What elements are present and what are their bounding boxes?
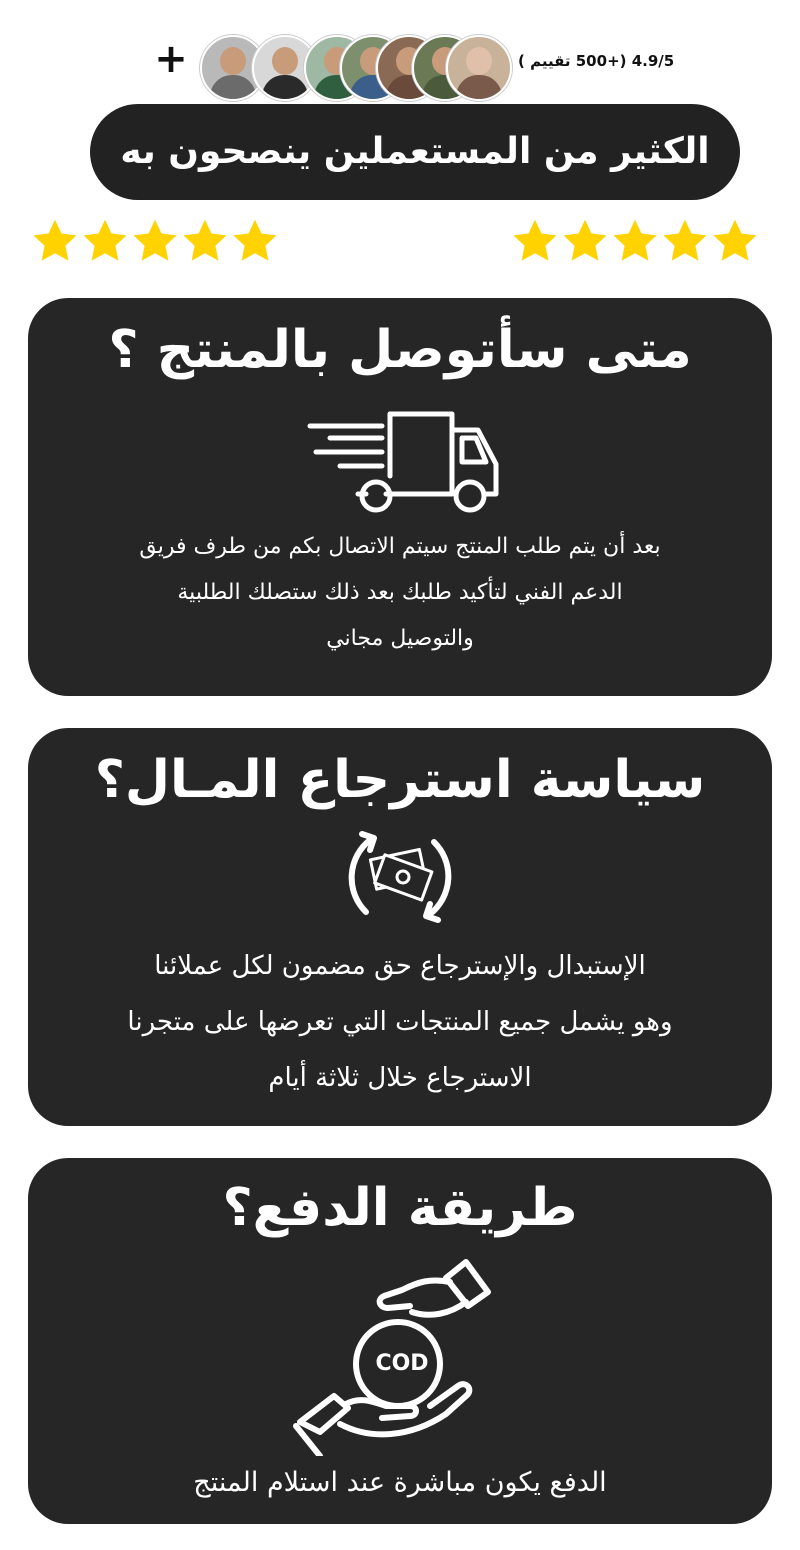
star-rating-left	[30, 216, 280, 268]
money-refund-icon	[340, 824, 460, 930]
payment-method-card	[28, 1158, 772, 1524]
payment-line: الدفع يكون مباشرة عند استلام المنتج	[193, 1467, 607, 1498]
refund-title: سياسة استرجاع المـال؟	[94, 750, 706, 810]
plus-icon: +	[154, 36, 188, 82]
star-icon	[130, 216, 180, 266]
star-rating-right	[510, 216, 760, 268]
recommend-text: الكثير من المستعملين ينصحون به	[120, 131, 710, 172]
cod-label: COD	[375, 1351, 429, 1376]
delivery-info-card	[28, 298, 772, 696]
delivery-line: بعد أن يتم طلب المنتج سيتم الاتصال بكم من طرف فريق	[139, 534, 661, 559]
delivery-description	[58, 524, 742, 662]
recommend-banner	[90, 104, 740, 200]
star-icon	[710, 216, 760, 266]
star-icon	[230, 216, 280, 266]
refund-policy-card	[28, 728, 772, 1126]
star-icon	[510, 216, 560, 266]
delivery-truck-icon	[300, 406, 500, 516]
rating-summary: 4.9/5 (+500 تقييم )	[518, 52, 675, 70]
star-icon	[80, 216, 130, 266]
refund-description	[58, 938, 742, 1106]
delivery-line: والتوصيل مجاني	[326, 626, 474, 651]
delivery-line: الدعم الفني لتأكيد طلبك بعد ذلك ستصلك الطلبية	[177, 580, 623, 605]
avatar	[446, 35, 512, 101]
refund-line: وهو يشمل جميع المنتجات التي تعرضها على متجرنا	[127, 1007, 673, 1037]
star-icon	[180, 216, 230, 266]
refund-line: الإستبدال والإسترجاع حق مضمون لكل عملائنا	[154, 951, 646, 981]
payment-description	[58, 1458, 742, 1508]
star-icon	[30, 216, 80, 266]
customer-avatars	[200, 35, 510, 101]
star-icon	[560, 216, 610, 266]
payment-title: طريقة الدفع؟	[222, 1178, 578, 1238]
refund-line: الاسترجاع خلال ثلاثة أيام	[268, 1063, 532, 1093]
star-icon	[660, 216, 710, 266]
delivery-title: متى سأتوصل بالمنتج ؟	[108, 320, 692, 380]
star-icon	[610, 216, 660, 266]
